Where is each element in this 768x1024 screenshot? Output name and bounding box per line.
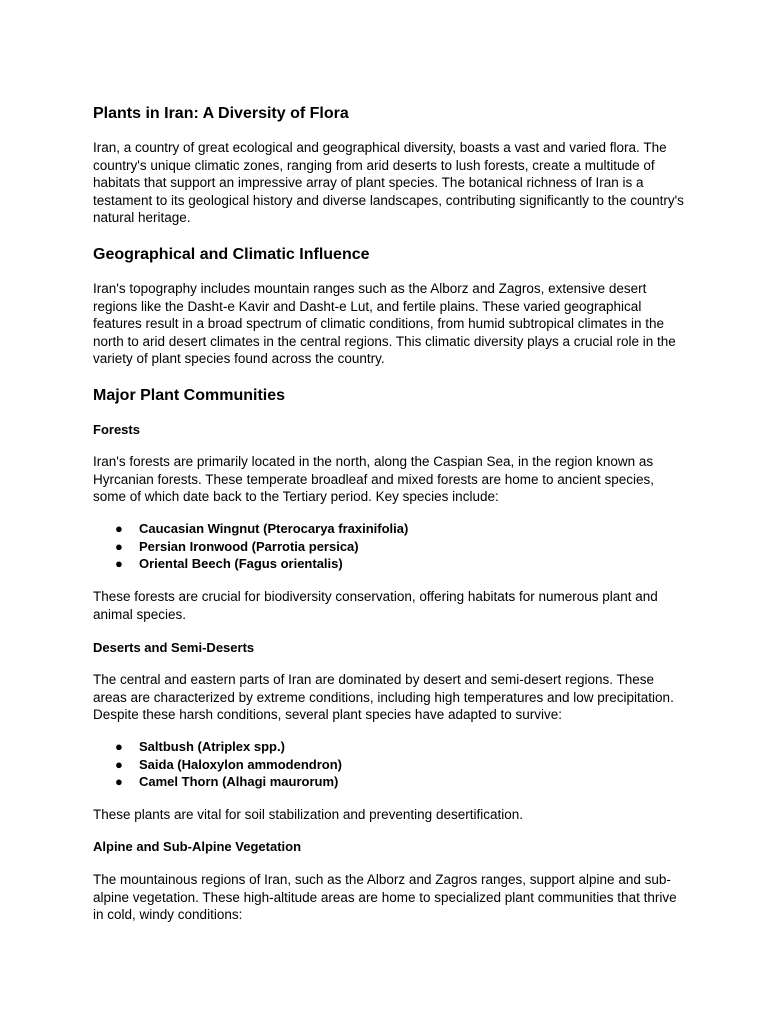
heading-alpine: Alpine and Sub-Alpine Vegetation <box>93 839 302 854</box>
bullet-icon: ● <box>115 756 123 772</box>
deserts-closing-paragraph: These plants are vital for soil stabilization and preventing desertification. <box>93 807 523 822</box>
bullet-icon: ● <box>115 521 123 536</box>
list-item <box>93 520 408 538</box>
list-item <box>93 738 342 756</box>
list-item <box>93 756 342 774</box>
intro-paragraph: Iran, a country of great ecological and geographical diversity, boasts a vast and varied flora. The country's unique climatic zones, ranging from arid deserts to lush forests, create a multitude of habitats that support an impressive array of plant species. The botanical richness of Iran is a testament to its geological history and diverse landscapes, contributing significantly to the country's natural heritage. <box>93 140 684 226</box>
list-item <box>93 555 408 573</box>
list-item-label: Caucasian Wingnut (Pterocarya fraxinifolia) <box>139 521 409 536</box>
heading-forests: Forests <box>93 422 140 437</box>
bullet-icon: ● <box>115 556 123 572</box>
list-item-label: Saltbush (Atriplex spp.) <box>139 739 285 754</box>
forests-paragraph: Iran's forests are primarily located in the north, along the Caspian Sea, in the region known as Hyrcanian forests. These temperate broadleaf and mixed forests are home to ancient species, some of which date back to the Tertiary period. Key species include: <box>93 454 655 505</box>
deserts-paragraph: The central and eastern parts of Iran are dominated by desert and semi-desert regions. These areas are characterized by extreme conditions, including high temperatures and low precipitation. Despite these harsh conditions, several plant species have adapted to survive: <box>93 672 674 723</box>
list-item <box>93 773 342 791</box>
bullet-icon: ● <box>115 739 123 754</box>
list-item <box>93 538 408 556</box>
geographical-paragraph: Iran's topography includes mountain ranges such as the Alborz and Zagros, extensive desert regions like the Dasht-e Kavir and Dasht-e Lut, and fertile plains. These varied geographical features result in a broad spectrum of climatic conditions, from humid subtropical climates in the north to arid desert climates in the central regions. This climatic diversity plays a crucial role in the variety of plant species found across the country. <box>93 281 676 367</box>
list-item-label: Oriental Beech (Fagus orientalis) <box>139 556 343 572</box>
list-item-label: Persian Ironwood (Parrotia persica) <box>139 538 359 554</box>
heading-geographical-climatic: Geographical and Climatic Influence <box>93 246 370 263</box>
document-title: Plants in Iran: A Diversity of Flora <box>93 105 349 122</box>
bullet-icon: ● <box>115 774 123 790</box>
heading-deserts: Deserts and Semi-Deserts <box>93 640 255 655</box>
list-item-label: Camel Thorn (Alhagi maurorum) <box>139 774 339 790</box>
heading-major-plant-communities: Major Plant Communities <box>93 387 286 404</box>
bullet-icon: ● <box>115 538 123 554</box>
list-item-label: Saida (Haloxylon ammodendron) <box>139 756 342 772</box>
alpine-paragraph: The mountainous regions of Iran, such as the Alborz and Zagros ranges, support alpine and sub-alpine vegetation. These high-altitude areas are home to specialized plant communities that thrive in cold, windy conditions: <box>93 872 677 923</box>
forests-species-list <box>93 520 408 573</box>
forests-closing-paragraph: These forests are crucial for biodiversity conservation, offering habitats for numerous plant and animal species. <box>93 589 658 622</box>
deserts-species-list <box>93 738 342 791</box>
